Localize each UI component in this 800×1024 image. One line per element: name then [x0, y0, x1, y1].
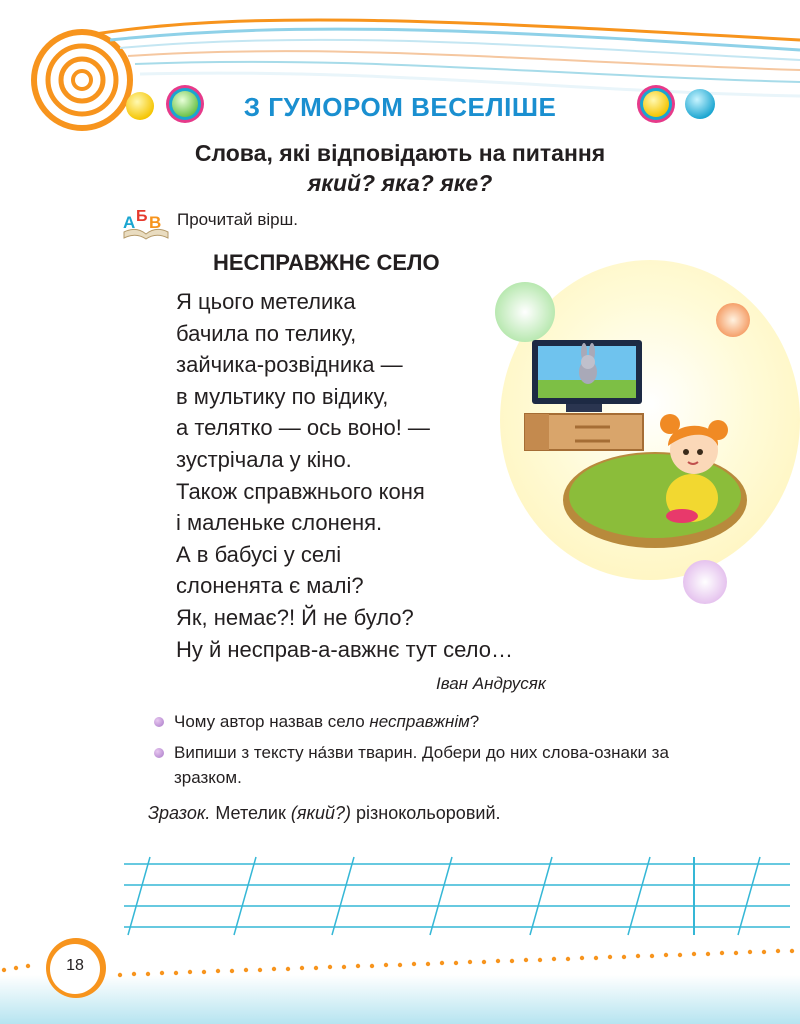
sample-text: Метелик	[210, 803, 291, 823]
sample-label: Зразок.	[148, 803, 211, 823]
poem-line: слоненята є малі?	[176, 573, 364, 599]
poem-line: в мультику по відику,	[176, 383, 389, 409]
task-text: ?	[469, 712, 480, 731]
tv-room-illustration	[495, 260, 800, 604]
poem-line: Також справжнього коня	[176, 478, 425, 504]
poem-body	[176, 286, 513, 665]
poem-line: а телятко — ось воно! —	[176, 415, 430, 441]
writing-lines	[124, 857, 790, 935]
poem-line: бачила по телику,	[176, 320, 357, 346]
bubble-icon	[716, 303, 750, 337]
poem-line: зайчика-розвідника —	[176, 352, 403, 378]
page-number: 18	[66, 957, 84, 974]
task-item	[152, 709, 732, 734]
poem-author: Іван Андрусяк	[436, 674, 546, 693]
task-text-emphasis: несправжнім	[369, 712, 470, 731]
instruction-text: Прочитай вірш.	[177, 210, 299, 229]
svg-text:Б: Б	[136, 208, 148, 225]
abc-book-icon	[120, 206, 172, 240]
svg-text:В: В	[149, 213, 162, 232]
sample-text: різнокольоровий.	[351, 803, 501, 823]
subtitle-questions: який? яка? яке?	[307, 170, 493, 196]
subtitle-line: Слова, які відповідають на питання	[194, 140, 606, 166]
bubble-icon	[683, 560, 727, 604]
poem-title: НЕСПРАВЖНЄ СЕЛО	[213, 250, 440, 275]
poem-line: А в бабусі у селі	[176, 541, 342, 567]
bullet-icon	[154, 717, 164, 727]
bullet-icon	[154, 748, 164, 758]
svg-text:А: А	[123, 213, 136, 232]
sample-line	[148, 803, 501, 824]
lesson-subtitle	[0, 138, 800, 198]
poem-line: Ну й несправ-а-авжнє тут село…	[176, 636, 513, 662]
footer-dots	[2, 949, 794, 977]
poem-line: Я цього метелика	[176, 289, 356, 314]
footer-band	[0, 975, 800, 1024]
task-item	[152, 740, 732, 790]
poem-line: Як, немає?! Й не було?	[176, 604, 414, 630]
header-waves	[95, 20, 800, 96]
poem-line: зустрічала у кіно.	[176, 446, 352, 472]
sample-question: (який?)	[290, 803, 351, 823]
section-title: З ГУМОРОМ ВЕСЕЛІШЕ	[243, 92, 557, 122]
task-text: Чому автор назвав село	[174, 712, 370, 731]
task-list	[152, 709, 732, 796]
task-text: Випиши з тексту на́зви тварин. Добери до них слова-ознаки за зразком.	[174, 743, 669, 787]
poem-line: і маленьке слоненя.	[176, 510, 383, 536]
